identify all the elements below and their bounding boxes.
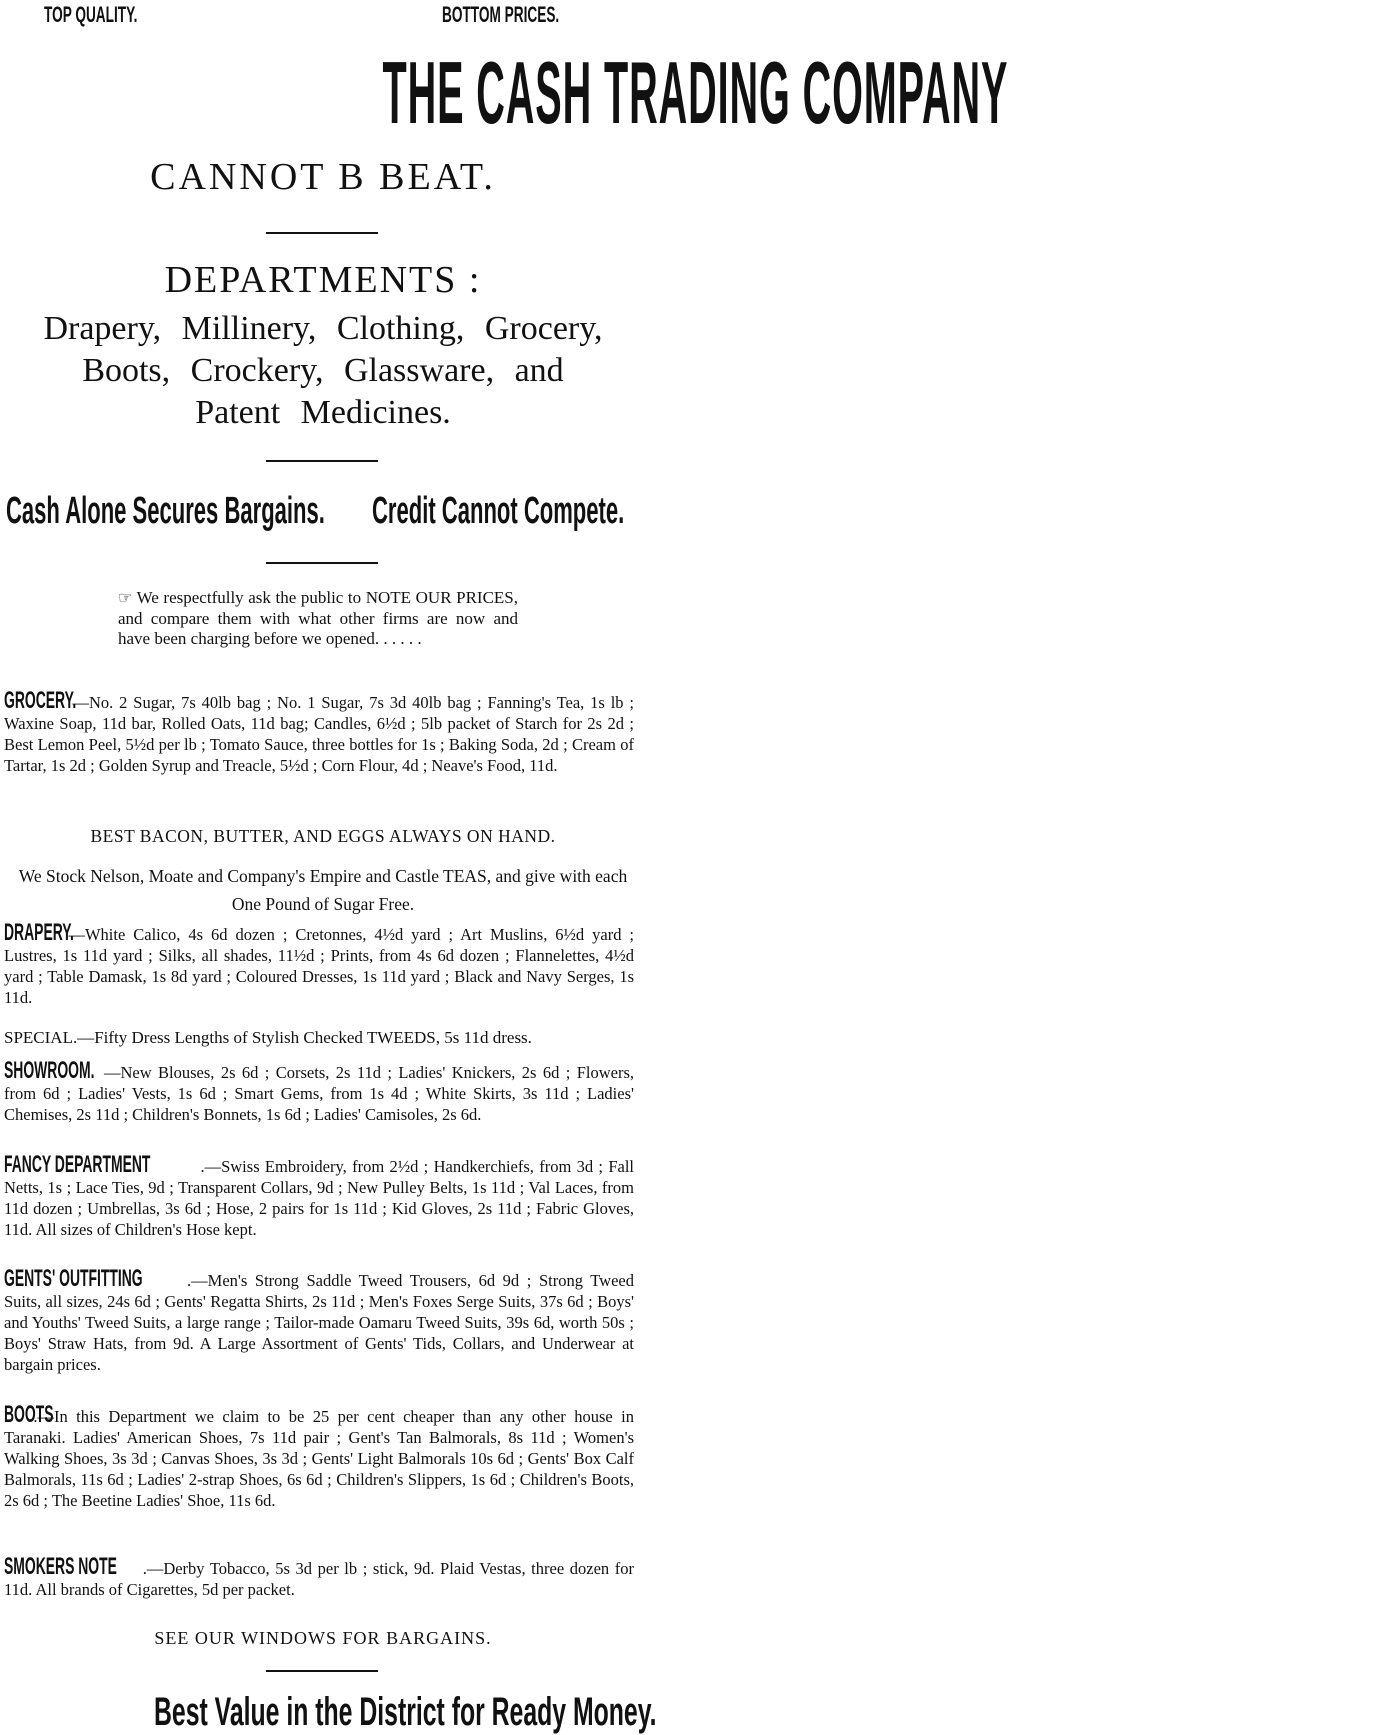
divider	[266, 460, 378, 462]
bottom-slogan	[0, 1690, 657, 1735]
pointing-hand-icon: ☞	[118, 590, 133, 607]
drapery-heading: DRAPERY.	[4, 919, 74, 946]
boots-heading: BOOTS	[4, 1401, 54, 1428]
departments-line-2: Boots, Crockery, Glassware, and	[82, 352, 564, 389]
special-line: SPECIAL.—Fifty Dress Lengths of Stylish Checked TWEEDS, 5s 11d dress.	[4, 1028, 532, 1047]
boots-section	[4, 1401, 634, 1511]
departments-line-1: Drapery, Millinery, Clothing, Grocery,	[43, 310, 603, 347]
showroom-body: —New Blouses, 2s 6d ; Corsets, 2s 11d ; Ladies' Knickers, 2s 6d ; Flowers, from 6d ; Ladies' Vests, 1s 6d ; Smart Gems, from 1s 4d ; White Skirts, 3s 11d ; Ladies' Chemises, 2s 11d ; Children's Bonnets, 1s 6d ; Ladies' Camisoles, 2s 6d.	[4, 1063, 634, 1124]
notice-text: We respectfully ask the public to NOTE OUR PRICES, and compare them with what other firms are now and have been charging before we opened. . . . . .	[118, 588, 518, 648]
slogan-cash: Cash Alone Secures Bargains.	[6, 490, 325, 532]
fancy-department-section	[4, 1151, 634, 1240]
smokers-note-section	[4, 1553, 634, 1600]
fancy-department-body: .—Swiss Embroidery, from 2½d ; Handkerchiefs, from 3d ; Fall Netts, 1s ; Lace Ties, 9d ; Transparent Collars, 9d ; New Pulley Belts, 1s 11d ; Val Laces, from 11d dozen ; Umbrellas, 3s 6d ; Hose, 2 pairs for 1s 11d ; Kid Gloves, 2s 11d ; Fabric Gloves, 11d. All sizes of Children's Hose kept.	[4, 1157, 634, 1239]
slogan-credit: Credit Cannot Compete.	[372, 490, 625, 532]
bottom-prices-tagline: BOTTOM PRICES.	[442, 2, 560, 27]
gents-outfitting-body: .—Men's Strong Saddle Tweed Trousers, 6d 9d ; Strong Tweed Suits, all sizes, 24s 6d ; Gents' Regatta Shirts, 2s 11d ; Men's Foxes Serge Suits, 37s 6d ; Boys' and Youths' Tweed Suits, a large range ; Tailor-made Oamaru Tweed Suits, 39s 6d, worth 50s ; Boys' Straw Hats, from 9d. A Large Assortment of Gents' Tids, Collars, and Underwear at bargain prices.	[4, 1271, 634, 1374]
company-title	[0, 42, 1009, 144]
drapery-body: —White Calico, 4s 6d dozen ; Cretonnes, 4½d yard ; Art Muslins, 6½d yard ; Lustres, 1s 11d yard ; Silks, all shades, 11½d ; Prints, from 4s 6d dozen ; Flannelettes, 4½d yard ; Table Damask, 1s 8d yard ; Coloured Dresses, 1s 11d yard ; Black and Navy Serges, 1s 11d.	[4, 925, 634, 1007]
smokers-note-heading: SMOKERS NOTE	[4, 1553, 117, 1580]
divider	[266, 232, 378, 234]
gents-outfitting-heading: GENTS' OUTFITTING	[4, 1265, 143, 1292]
grocery-section	[4, 687, 634, 776]
grocery-body: —No. 2 Sugar, 7s 40lb bag ; No. 1 Sugar, 7s 3d 40lb bag ; Fanning's Tea, 1s lb ; Waxine Soap, 11d bar, Rolled Oats, 11d bag; Candles, 6½d ; 5lb packet of Starch for 2s 2d ; Best Lemon Peel, 5½d per lb ; Tomato Sauce, three bottles for 1s ; Baking Soda, 2d ; Cream of Tartar, 1s 2d ; Golden Syrup and Treacle, 5½d ; Corn Flour, 4d ; Neave's Food, 11d.	[4, 693, 634, 775]
windows-line: SEE OUR WINDOWS FOR BARGAINS.	[154, 1628, 492, 1648]
subtitle: CANNOT B BEAT.	[150, 156, 496, 198]
gents-outfitting-section	[4, 1265, 634, 1375]
company-title-text: THE CASH TRADING COMPANY	[382, 43, 1009, 142]
smokers-note-body: .—Derby Tobacco, 5s 3d per lb ; stick, 9d. Plaid Vestas, three dozen for 11d. All brands of Cigarettes, 5d per packet.	[4, 1559, 634, 1599]
departments-heading: DEPARTMENTS :	[164, 259, 482, 301]
showroom-heading: SHOWROOM.	[4, 1057, 95, 1084]
boots-body: .—In this Department we claim to be 25 per cent cheaper than any other house in Taranaki. Ladies' American Shoes, 7s 11d pair ; Gent's Tan Balmorals, 8s 11d ; Women's Walking Shoes, 3s 3d ; Canvas Shoes, 3s 3d ; Gents' Light Balmorals 10s 6d ; Gents' Box Calf Balmorals, 11s 6d ; Ladies' 2-strap Shoes, 6s 6d ; Children's Slippers, 1s 6d ; Children's Boots, 2s 6d ; The Beetine Ladies' Shoe, 11s 6d.	[4, 1407, 634, 1510]
drapery-section	[4, 919, 634, 1008]
fancy-department-heading: FANCY DEPARTMENT	[4, 1151, 151, 1178]
divider	[266, 562, 378, 564]
top-quality-tagline: TOP QUALITY.	[44, 2, 138, 27]
showroom-section	[4, 1057, 634, 1125]
divider	[266, 1670, 378, 1672]
grocery-heading: GROCERY.	[4, 687, 77, 714]
departments-line-3: Patent Medicines.	[195, 394, 451, 431]
bottom-slogan-text: Best Value in the District for Ready Money.	[154, 1690, 657, 1734]
notice-paragraph	[118, 588, 518, 649]
bacon-line: BEST BACON, BUTTER, AND EGGS ALWAYS ON HAND.	[90, 826, 556, 846]
stock-line: We Stock Nelson, Moate and Company's Empire and Castle TEAS, and give with each One Pound of Sugar Free.	[18, 866, 628, 914]
